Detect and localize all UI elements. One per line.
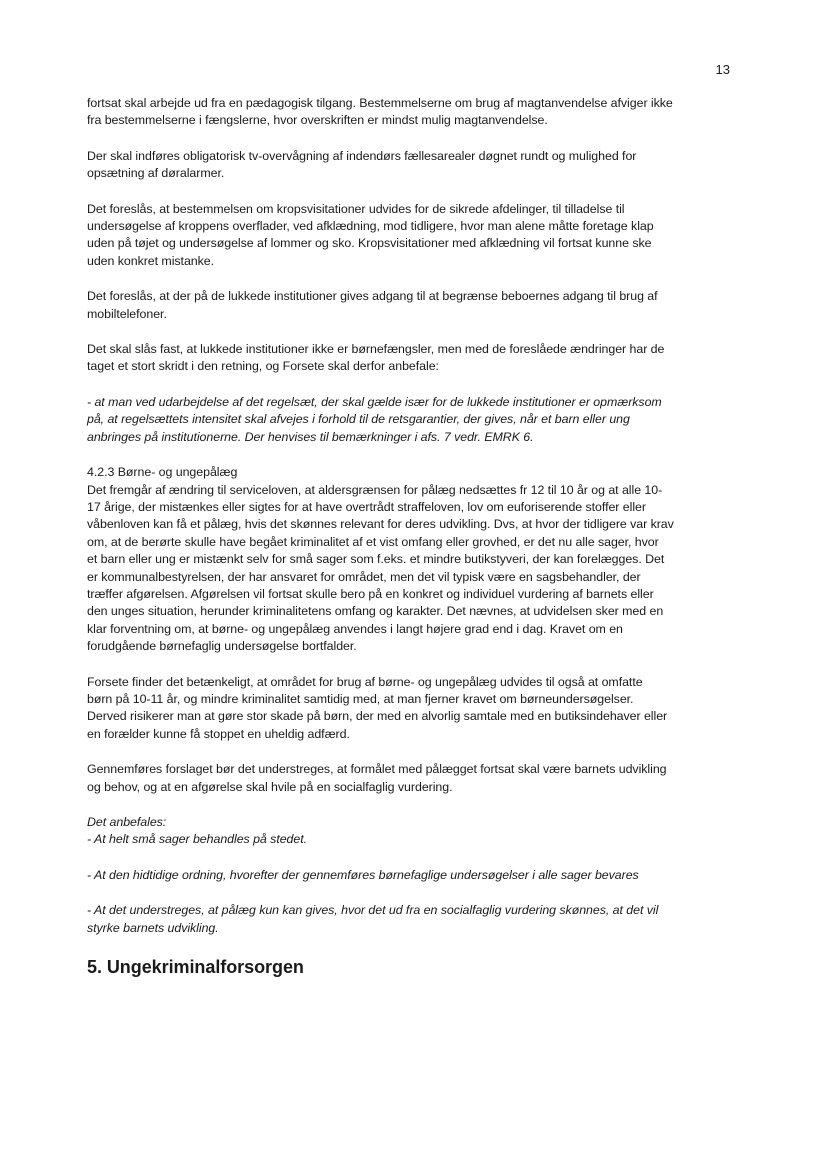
subsection-heading: 4.2.3 Børne- og ungepålæg [87,465,238,480]
text-line: er kommunalbestyrelsen, der har ansvaret for området, men det vil typisk være en sagsbehandler, der [87,569,641,584]
text-line: om, at de berørte skulle have begået kriminalitet af et vist omfang eller grovhed, er det nu alle sager, hvor [87,534,659,549]
text-line: et barn eller ung er mistænkt selv for små sager som f.eks. et mindre butikstyveri, der kan forelægges. Det [87,552,665,567]
text-line: Det fremgår af ændring til serviceloven, at aldersgrænsen for pålæg nedsættes fr 12 til 10 år og at alle 10- [87,482,663,497]
recommendation-heading: Det anbefales: [87,815,167,829]
section-boerne-ungepaalaeg [87,464,737,655]
text-line: Det foreslås, at bestemmelsen om kropsvisitationer udvides for de sikrede afdelinger, til tilladelse til [87,201,625,216]
text-line: på, at regelsættets intensitet skal afvejes i forhold til de retsgarantier, der gives, når et barn eller ung [87,412,630,427]
recommendation-item: - At det understreges, at pålæg kun kan gives, hvor det ud fra en socialfaglig vurdering skønnes, at det vil [87,903,659,918]
recommendation-item-understreges [87,902,737,937]
paragraph-betaenkeligt [87,674,737,744]
text-line: en forælder kunne få stoppet en uheldig adfærd. [87,726,350,741]
page-number: 13 [715,62,730,77]
text-line: fortsat skal arbejde ud fra en pædagogisk tilgang. Bestemmelserne om brug af magtanvendelse afviger ikke [87,96,673,110]
paragraph-magtanvendelse [87,95,737,130]
paragraph-mobiltelefoner [87,288,737,323]
section-heading: 5. Ungekriminalforsorgen [87,957,304,978]
recommendation-list-intro [87,814,737,849]
text-line: den unges situation, herunder kriminalitetens omfang og karakter. Det nævnes, at udvidelsen sker med en [87,604,664,619]
text-line: uden på tøjet og undersøgelse af lommer og sko. Kropsvisitationer med afklædning vil fortsat kunne ske [87,236,652,251]
text-line: styrke barnets udvikling. [87,920,219,935]
text-line: Forsete finder det betænkeligt, at området for brug af børne- og ungepålæg udvides til også at omfatte [87,674,643,689]
text-line: undersøgelse af kroppens overflader, ved afklædning, mod tidligere, hvor man alene måtte foretage klap [87,219,654,234]
text-line: våbenloven kan få et pålæg, hvis det skønnes relevant for deres udvikling. Dvs, at hvor der tidligere var krav [87,517,674,532]
text-line: og behov, og at en afgørelse skal hvile på en socialfaglig vurdering. [87,779,453,794]
text-line: klar forventning om, at børne- og ungepålæg anvendes i langt højere grad end i dag. Kravet om en [87,621,623,636]
text-line: Gennemføres forslaget bør det understreges, at formålet med pålægget fortsat skal være barnets udvikling [87,762,667,777]
text-line: Der skal indføres obligatorisk tv-overvågning af indendørs fællesarealer døgnet rundt og mulighed for [87,148,637,163]
text-line: taget et stort skridt i den retning, og Forsete skal derfor anbefale: [87,359,439,374]
paragraph-formaal [87,761,737,796]
text-line: Det foreslås, at der på de lukkede institutioner gives adgang til at begrænse beboernes adgang til brug af [87,289,658,304]
text-line: Det skal slås fast, at lukkede institutioner ikke er børnefængsler, men med de foreslåede ændringer har de [87,342,665,357]
text-line: fra bestemmelserne i fængslerne, hvor overskriften er mindst mulig magtanvendelse. [87,113,548,128]
text-line: børn på 10-11 år, og mindre kriminalitet samtidig med, at man fjerner kravet om børneundersøgelser. [87,691,634,706]
text-line: uden konkret mistanke. [87,253,215,268]
text-line: 17 årige, der mistænkes eller sigtes for at have overtrådt straffeloven, lov om euforiserende stoffer eller [87,499,646,514]
paragraph-boernefaengsler [87,341,737,376]
recommendation-regelsaet [87,394,737,446]
text-line: forudgående børnefaglig undersøgelse bortfalder. [87,639,357,654]
document-body [87,95,737,978]
text-line: træffer afgørelsen. Afgørelsen vil fortsat skulle bero på en konkret og individuel vurdering af barnets eller [87,586,654,601]
text-line: opsætning af døralarmer. [87,166,225,181]
recommendation-item: - At helt små sager behandles på stedet. [87,832,308,847]
recommendation-item-ordning [87,867,737,884]
text-line: mobiltelefoner. [87,306,167,321]
text-line: Derved risikerer man at gøre stor skade på børn, der med en alvorlig samtale med en butiksindehaver eller [87,709,668,724]
paragraph-tv-overvaagning [87,148,737,183]
text-line: anbringes på institutionerne. Der henvises til bemærkninger i afs. 7 vedr. EMRK 6. [87,429,534,444]
text-line: - at man ved udarbejdelse af det regelsæt, der skal gælde især for de lukkede institutioner er opmærksom [87,394,662,409]
paragraph-kropsvisitation [87,201,737,271]
recommendation-item: - At den hidtidige ordning, hvorefter der gennemføres børnefaglige undersøgelser i alle sager bevares [87,867,639,882]
